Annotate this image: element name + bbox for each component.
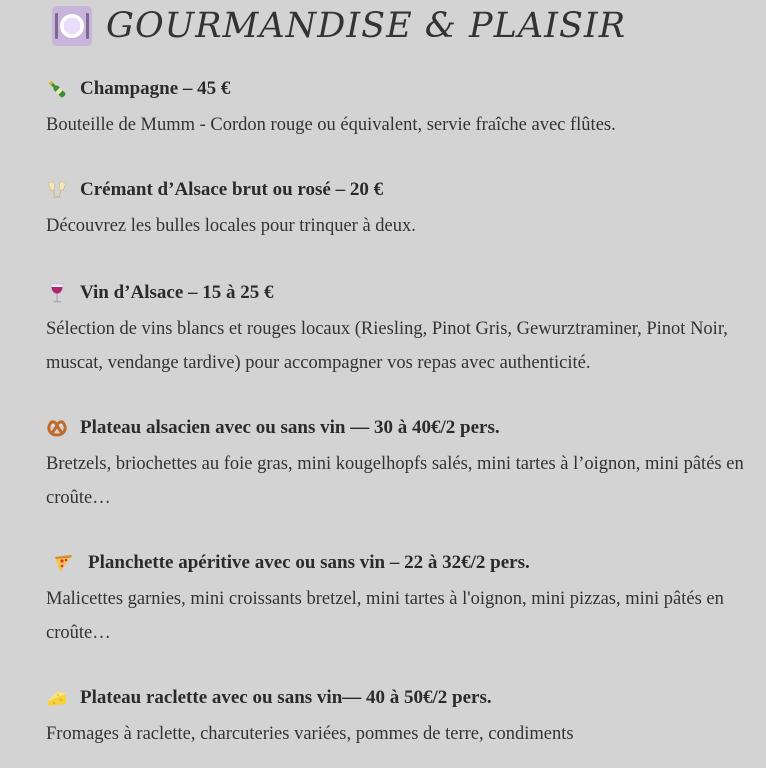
menu-item-description: Sélection de vins blancs et rouges locaux (Riesling, Pinot Gris, Gewurztraminer, Pinot Noir, muscat, vendange tardive) pour accompagner vos repas avec authenticité. (46, 319, 728, 373)
menu-item-title: Plateau raclette avec ou sans vin— 40 à 50€/2 pers. (80, 687, 492, 708)
menu-item-header (46, 278, 764, 308)
menu-item-plateau-raclette (46, 683, 764, 751)
menu-item-header (46, 683, 764, 713)
menu-item-cremant (46, 175, 764, 243)
menu-item-plateau-alsacien (46, 413, 764, 515)
clinking-glasses-icon (46, 179, 68, 201)
menu-item-title: Vin d’Alsace – 15 à 25 € (80, 282, 274, 303)
menu-item-header (46, 413, 764, 443)
cheese-wedge-icon (46, 687, 68, 709)
page-title: GOURMANDISE & PLAISIR (106, 6, 627, 46)
pizza-slice-icon (52, 552, 74, 574)
menu-item-description: Malicettes garnies, mini croissants bretzel, mini tartes à l'oignon, mini pizzas, mini pâtés en croûte… (46, 589, 724, 643)
menu-item-header (46, 548, 764, 578)
menu-header (52, 6, 626, 46)
menu-item-description: Fromages à raclette, charcuteries variées, pommes de terre, condiments (46, 724, 574, 744)
menu-item-champagne (46, 74, 764, 142)
menu-item-header (46, 175, 764, 205)
menu-item-planchette-aperitive (46, 548, 764, 650)
menu-item-header (46, 74, 764, 104)
wine-glass-icon (46, 282, 68, 304)
menu-item-title: Plateau alsacien avec ou sans vin — 30 à 40€/2 pers. (80, 417, 500, 438)
menu-item-description: Bretzels, briochettes au foie gras, mini kougelhopfs salés, mini tartes à l’oignon, mini pâtés en croûte… (46, 454, 744, 508)
menu-item-vin-alsace (46, 278, 764, 380)
menu-item-description: Découvrez les bulles locales pour trinquer à deux. (46, 216, 416, 236)
menu-item-title: Crémant d’Alsace brut ou rosé – 20 € (80, 179, 384, 200)
menu-item-description: Bouteille de Mumm - Cordon rouge ou équivalent, servie fraîche avec flûtes. (46, 115, 616, 135)
menu-item-title: Planchette apéritive avec ou sans vin – 22 à 32€/2 pers. (88, 552, 530, 573)
champagne-bottle-icon (46, 78, 68, 100)
menu-item-title: Champagne – 45 € (80, 78, 231, 99)
plate-with-cutlery-icon (52, 6, 92, 46)
pretzel-icon (46, 417, 68, 439)
